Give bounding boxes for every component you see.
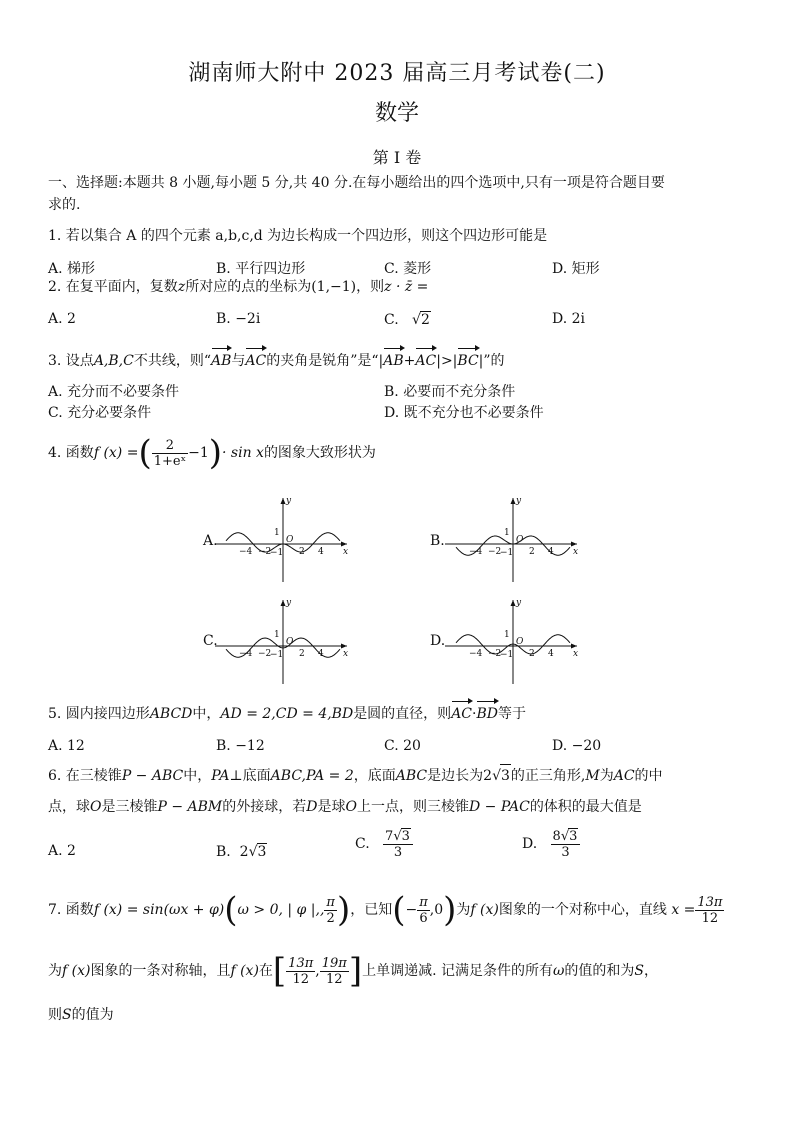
y-axis-label: y: [516, 598, 522, 608]
vector-ac: AC: [245, 350, 266, 372]
q6-l1k: 3: [500, 764, 511, 787]
q7-c1: 则: [48, 1007, 62, 1023]
q6-option-c: [355, 828, 413, 860]
q6-l1n: 为: [599, 768, 614, 784]
q6-l1h: ABC: [395, 768, 428, 784]
q4-minus-one: −1: [188, 445, 209, 461]
q6-option-c-frac: [383, 828, 413, 860]
q6-l2d: P − ABM: [157, 799, 223, 815]
tick-label-neg-one: −1: [500, 548, 514, 558]
q7-b7: 上单调递减. 记满足条件的所有: [362, 963, 553, 979]
q6-l1b: P − ABC: [121, 768, 184, 784]
q3-s5: 的夹角是锐角”是“|: [266, 353, 384, 369]
q2-option-a: A. 2: [48, 311, 76, 327]
q6-option-d-frac: [551, 828, 581, 860]
vector-ab: AB: [211, 350, 231, 372]
x-axis-label: x: [343, 649, 349, 659]
q4-fx: f (x) =: [93, 445, 139, 461]
vector-ab-2: AB: [383, 350, 403, 372]
y-axis-arrow: [511, 600, 516, 606]
q7-b6-d1: 12: [292, 971, 309, 987]
q5-s5: 是圆的直径，则: [353, 706, 452, 722]
q7-b11: ，: [644, 963, 658, 979]
q7-b6-n1: 13π: [288, 955, 314, 971]
q3-option-b: B. 必要而不充分条件: [384, 384, 516, 400]
q2-option-d: D. 2i: [552, 311, 586, 327]
q7-b9: 的值的和为: [564, 963, 635, 979]
q4-fraction: [152, 438, 188, 469]
q6-option-c-num-coef: 7: [385, 829, 394, 844]
graph-a-svg: [195, 490, 355, 584]
q6-l2k: 的体积的最大值是: [529, 799, 642, 815]
q6-l1a: 6. 在三棱锥: [48, 768, 122, 784]
q7-a2: f (x) = sin(ωx + φ): [93, 902, 225, 918]
q6-l2i: 上一点，则三棱锥: [357, 799, 469, 815]
origin-label: O: [286, 535, 294, 545]
y-axis-arrow: [281, 498, 286, 504]
q4-left-paren: (: [138, 433, 152, 473]
q3-s6: +: [403, 353, 416, 369]
tick-label-x: −4: [469, 547, 483, 557]
q2-stem-a: 2. 在复平面内，复数: [48, 279, 178, 295]
graph-b: [425, 490, 585, 588]
tick-label-x: −2: [258, 649, 272, 659]
q6-l1c: 中，: [183, 768, 212, 784]
q1-stem: 1. 若以集合 A 的四个元素 a,b,c,d 为边长构成一个四边形，则这个四边形可能是: [48, 228, 548, 244]
q6-l2a: 点，球: [48, 799, 90, 815]
q4-den: 1+eˣ: [153, 453, 187, 469]
q6-l2b: O: [90, 799, 102, 815]
q5-s4: AD = 2,CD = 4,BD: [220, 706, 354, 722]
y-axis-label: y: [516, 496, 522, 506]
graph-c-label: C.: [203, 633, 218, 649]
q5-s1: 5. 圆内接四边形: [48, 706, 150, 722]
q6-l1p: 的中: [634, 768, 663, 784]
vector-bd: BD: [476, 703, 498, 725]
tick-label-x: −2: [488, 547, 502, 557]
q7-b4: f (x): [230, 963, 259, 979]
q7-a6-frac: [417, 895, 430, 926]
q5-option-b: B. −12: [216, 738, 265, 754]
graph-d-label: D.: [430, 633, 446, 649]
q2-option-b: B. −2i: [216, 311, 261, 327]
tick-label-neg-one: −1: [500, 650, 514, 660]
q7-line-3: [48, 1004, 114, 1026]
q7-a6-tail: ,0: [429, 902, 444, 918]
q7-b6-n2: 19π: [321, 955, 347, 971]
graph-b-svg: [425, 490, 585, 584]
q7-a8: f (x): [470, 902, 499, 918]
q1-option-d: D. 矩形: [552, 261, 600, 277]
q6-line-1: 6. 在三棱锥P − ABC中，PA⊥底面ABC,PA = 2，底面ABC是边长为2√3的正三角形,M为AC的中: [48, 764, 663, 787]
vector-ac-2: AC: [415, 350, 436, 372]
q1-option-c: C. 菱形: [384, 261, 432, 277]
q6-l1m: M: [585, 768, 600, 784]
q6-option-c-den: 3: [393, 845, 403, 860]
vector-bc: BC: [457, 350, 478, 372]
q2-option-c-radicand: 2: [420, 312, 430, 328]
q6-l2j: D − PAC: [469, 799, 530, 815]
q7-a6-den: 6: [419, 910, 428, 926]
q5-option-d: D. −20: [552, 738, 602, 754]
y-axis-arrow: [281, 600, 286, 606]
q5-option-a: A. 12: [48, 738, 85, 754]
q5-s6: 等于: [497, 706, 526, 722]
q6-l1f: ABC,PA = 2: [270, 768, 354, 784]
tick-label-one: 1: [274, 630, 280, 640]
tick-label-x: −2: [488, 649, 502, 659]
q3-s1: 3. 设点: [48, 353, 94, 369]
x-axis-arrow: [341, 644, 347, 649]
q6-option-b-rad: 3: [257, 844, 267, 860]
q6-line-2: [48, 796, 642, 818]
x-axis-label: x: [573, 649, 579, 659]
q5-s2: ABCD: [149, 706, 193, 722]
section-heading-line-2: 求的.: [48, 197, 81, 213]
tick-label-x: 2: [299, 649, 305, 659]
tick-label-neg-one: −1: [270, 650, 284, 660]
q7-line-2: 为f (x)图象的一条对称轴，且f (x)在[ $\frac{13\pi}{12}$ , $\frac{19\pi}{12}$ ]上单调递减. 记满足条件的所有ω的值的和为S，: [48, 951, 658, 991]
q7-interval-close: ]: [348, 951, 363, 991]
exam-title: 湖南师大附中 2023 届高三月考试卷(二): [188, 61, 606, 86]
q5-stem: [48, 703, 526, 725]
x-axis-arrow: [341, 542, 347, 547]
q3-s7: |>|: [436, 353, 458, 369]
q7-a9: 图象的一个对称中心，直线: [498, 902, 667, 918]
q7-b8: ω: [552, 963, 565, 979]
q3-s8: |”的: [478, 353, 505, 369]
tick-label-x: 2: [529, 547, 535, 557]
q6-l1i: 是边长为: [427, 768, 484, 784]
q6-option-d-label: D.: [522, 836, 538, 852]
q3-option-d: D. 既不充分也不必要条件: [384, 405, 544, 421]
q7-b1: 为: [48, 963, 62, 979]
q5-option-c: C. 20: [384, 738, 421, 754]
q7-b10: S: [634, 963, 644, 979]
q3-option-a: A. 充分而不必要条件: [48, 384, 180, 400]
tick-label-one: 1: [274, 528, 280, 538]
q4-stem: [48, 433, 376, 473]
q6-option-d-num-rad: 3: [569, 829, 578, 844]
vector-ac-q5: AC: [451, 703, 472, 725]
y-axis-label: y: [286, 496, 292, 506]
graph-a: [195, 490, 355, 588]
q7-a10: x =: [671, 902, 696, 918]
q7-a4-den: 2: [326, 910, 335, 926]
graph-b-label: B.: [430, 533, 445, 549]
q7-a11-frac: [695, 895, 724, 926]
q6-l1e: 底面: [242, 768, 271, 784]
q7-paren2-close: ): [443, 890, 457, 930]
q6-option-b-coef: 2: [239, 844, 249, 860]
q4-s3: 的图象大致形状为: [263, 445, 376, 461]
q7-interval-open: [: [272, 951, 287, 991]
q2-option-c-label: C.: [384, 312, 399, 328]
q7-a6-num: π: [419, 894, 428, 910]
q6-l1g: ，底面: [353, 768, 396, 784]
q7-a5: ，已知: [350, 902, 393, 918]
q7-b3: 图象的一条对称轴，且: [90, 963, 231, 979]
graph-c-svg: [195, 592, 355, 686]
q7-a3: ω > 0, | φ |,,: [237, 902, 325, 918]
q3-option-c: C. 充分必要条件: [48, 405, 152, 421]
tick-label-x: 2: [299, 547, 305, 557]
subject-title: 数学: [374, 101, 419, 126]
q7-a11-num: 13π: [697, 894, 723, 910]
origin-label: O: [516, 637, 524, 647]
q3-s3: 不共线，则“: [133, 353, 211, 369]
section-heading-line-1: 一、选择题:本题共 8 小题,每小题 5 分,共 40 分.在每小题给出的四个选项中,只有一项是符合题目要: [48, 175, 665, 191]
tick-label-one: 1: [504, 528, 510, 538]
q4-sin: · sin x: [222, 445, 264, 461]
q6-option-d-num: 8√3: [551, 828, 581, 845]
q2-stem-c: 所对应的点的坐标为(1,−1)，则: [185, 279, 385, 295]
q7-a11-den: 12: [701, 910, 719, 926]
tick-label-neg-one: −1: [270, 548, 284, 558]
q7-c2: S: [62, 1007, 72, 1023]
tick-label-x: 4: [548, 547, 554, 557]
q6-option-c-num-rad: 3: [401, 829, 410, 844]
q7-a7: 为: [456, 902, 471, 918]
tick-label-x: −2: [258, 547, 272, 557]
graph-a-label: A.: [203, 533, 218, 549]
q6-option-b-label: B.: [216, 844, 231, 860]
q2-stem-d: z · z̄ =: [384, 279, 429, 295]
tick-label-x: 4: [548, 649, 554, 659]
q6-l2c: 是三棱锥: [101, 799, 158, 815]
q2-stem: [48, 276, 428, 298]
q6-option-b: B. 2√3: [216, 844, 267, 860]
q6-l2f: D: [306, 799, 318, 815]
q4-right-paren: ): [208, 433, 222, 473]
tick-label-x: −4: [469, 649, 483, 659]
q7-b6-d2: 12: [325, 971, 343, 987]
y-axis-label: y: [286, 598, 292, 608]
q1-option-a: A. 梯形: [48, 261, 96, 277]
q7-b2: f (x): [62, 963, 91, 979]
q6-l1o: AC: [613, 768, 635, 784]
x-axis-label: x: [573, 547, 579, 557]
q6-l1d: PA⊥: [211, 768, 243, 784]
q7-b5: 在: [258, 963, 273, 979]
q1-option-b: B. 平行四边形: [216, 261, 306, 277]
tick-label-x: 4: [318, 649, 324, 659]
q6-l1j: 2: [483, 768, 493, 784]
q6-option-c-label: C.: [355, 836, 370, 852]
q2-option-c: C. √2: [384, 312, 430, 328]
q6-option-c-num: 7√3: [383, 828, 413, 845]
x-axis-arrow: [571, 542, 577, 547]
q2-stem-z: z: [177, 279, 186, 295]
q6-l1l: 的正三角形,: [510, 768, 586, 784]
q6-option-d-num-coef: 8: [552, 829, 561, 844]
tick-label-x: −4: [239, 547, 253, 557]
q3-points: A,B,C: [93, 353, 134, 369]
tick-label-x: 4: [318, 547, 324, 557]
tick-label-x: 2: [529, 649, 535, 659]
q6-l2g: 是球: [317, 799, 346, 815]
q7-a1: 7. 函数: [48, 902, 94, 918]
q7-paren-open: (: [224, 890, 238, 930]
q3-stem: [48, 350, 505, 372]
tick-label-x: −4: [239, 649, 253, 659]
q4-s1: 4. 函数: [48, 445, 94, 461]
q6-l2e: 的外接球，若: [222, 799, 307, 815]
origin-label: O: [286, 637, 294, 647]
origin-label: O: [516, 535, 524, 545]
q7-line-1: [48, 890, 724, 930]
q5-s3: 中，: [192, 706, 221, 722]
q7-a4-frac: [324, 895, 337, 926]
graph-d: [425, 592, 585, 690]
graph-d-svg: [425, 592, 585, 686]
q6-option-a: A. 2: [48, 843, 76, 859]
q7-b6-frac2: [320, 956, 349, 987]
q7-paren2-open: (: [392, 890, 406, 930]
q7-a4-num: π: [326, 894, 335, 910]
q7-c3: 的值为: [71, 1007, 114, 1023]
q3-s4: 与: [231, 353, 246, 369]
q7-b6-frac1: [286, 956, 315, 987]
q7-paren-close: ): [336, 890, 351, 930]
q6-option-d-den: 3: [561, 845, 570, 860]
tick-label-one: 1: [504, 630, 510, 640]
q6-l2h: O: [345, 799, 357, 815]
q4-num: 2: [152, 438, 188, 454]
x-axis-label: x: [343, 547, 349, 557]
q6-option-d: [522, 828, 580, 860]
q7-a6-minus: −: [405, 902, 418, 918]
graph-c: [195, 592, 355, 690]
y-axis-arrow: [511, 498, 516, 504]
part-title: 第 I 卷: [372, 148, 422, 167]
q5-dot: ·: [472, 706, 477, 722]
x-axis-arrow: [571, 644, 577, 649]
